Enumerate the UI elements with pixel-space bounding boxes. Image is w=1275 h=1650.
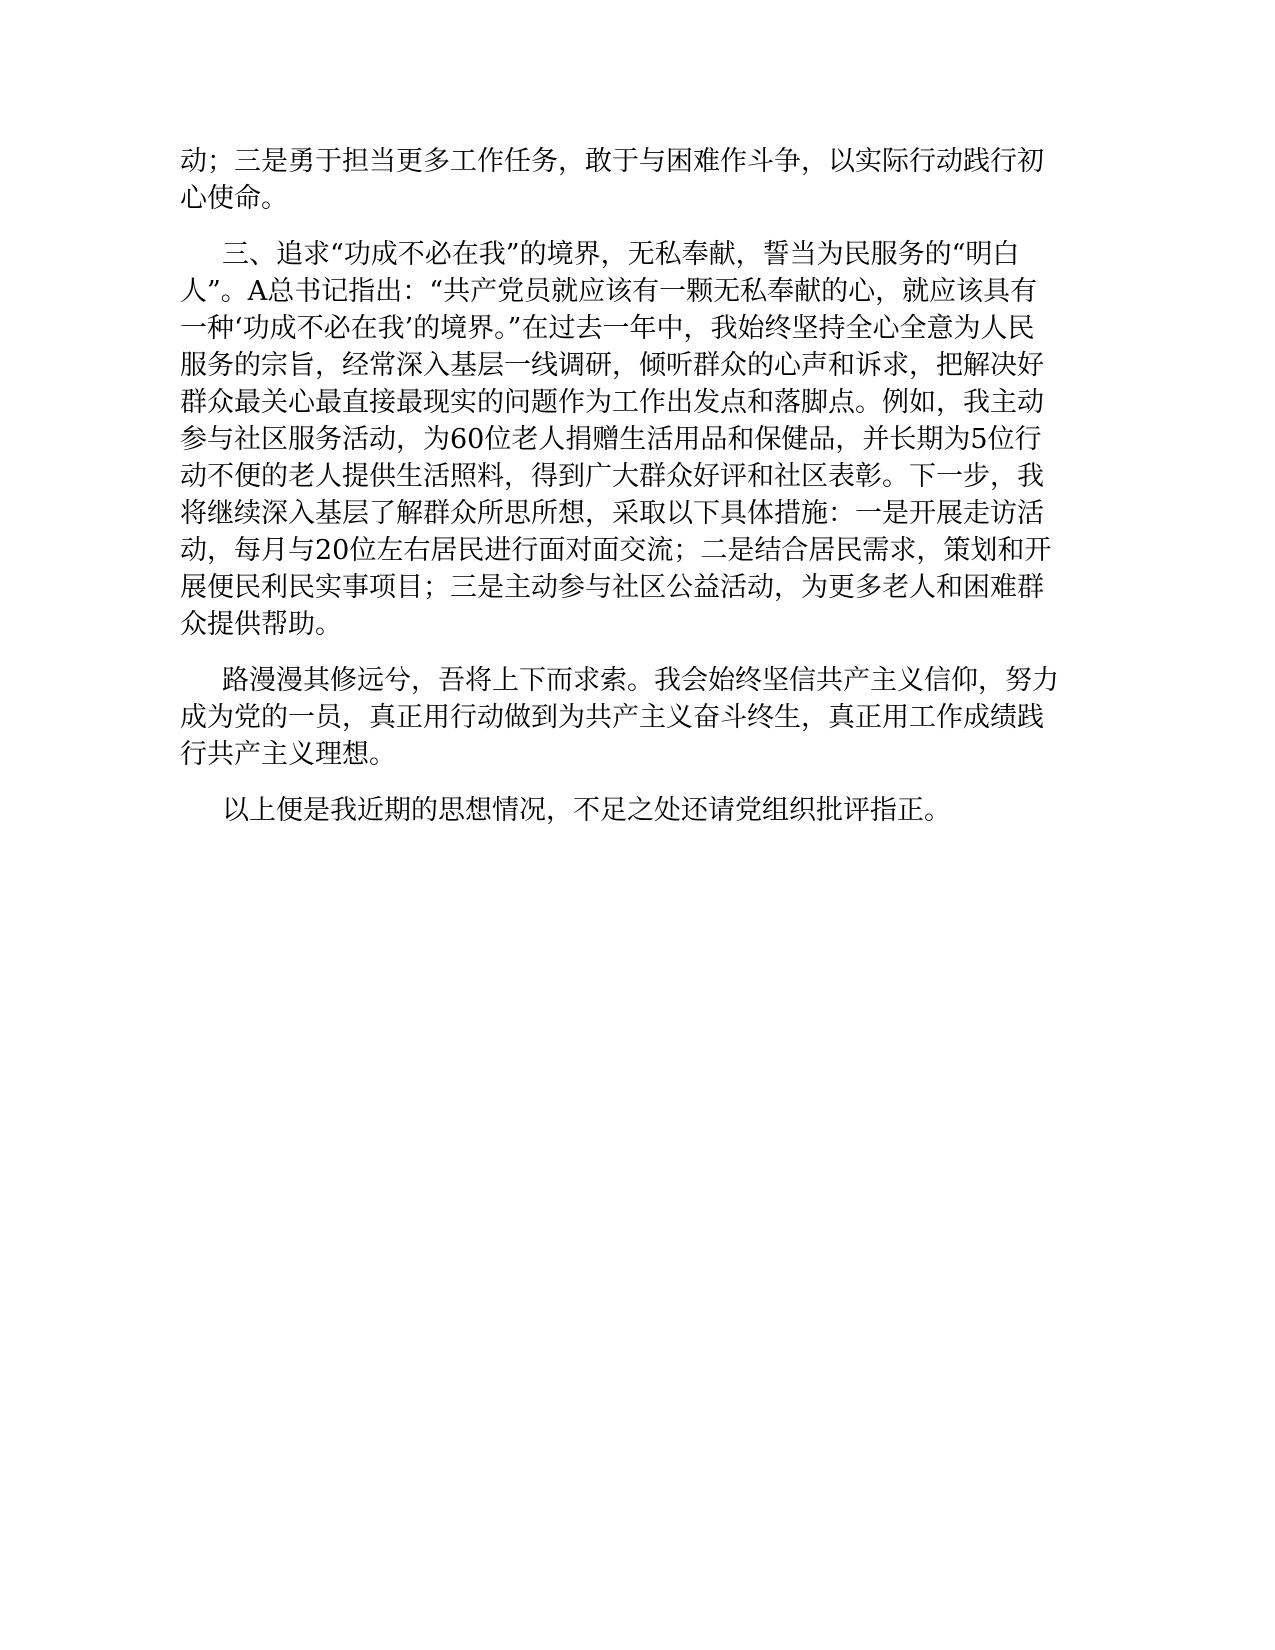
paragraph-continuation: 动；三是勇于担当更多工作任务，敢于与困难作斗争，以实际行动践行初心使命。 <box>180 146 1044 214</box>
document-body <box>180 143 1060 848</box>
paragraph-section-three: 三、追求“功成不必在我”的境界，无私奉献，誓当为民服务的“明白人”。A总书记指出：“共产党员就应该有一颗无私奉献的心，就应该具有一种‘功成不必在我’的境界。”在过去一年中，我始终坚持全心全意为人民服务的宗旨，经常深入基层一线调研，倾听群众的心声和诉求，把解决好群众最关心最直接最现实的问题作为工作出发点和落脚点。例如，我主动参与社区服务活动，为60位老人捐赠生活用品和保健品，并长期为5位行动不便的老人提供生活照料，得到广大群众好评和社区表彰。下一步，我将继续深入基层了解群众所思所想，采取以下具体措施：一是开展走访活动，每月与20位左右居民进行面对面交流；二是结合居民需求，策划和开展便民利民实事项目；三是主动参与社区公益活动，为更多老人和困难群众提供帮助。 <box>180 239 1052 640</box>
paragraph-resolution: 路漫漫其修远兮，吾将上下而求索。我会始终坚信共产主义信仰，努力成为党的一员，真正用行动做到为共产主义奋斗终生，真正用工作成绩践行共产主义理想。 <box>180 665 1059 770</box>
paragraph-closing: 以上便是我近期的思想情况，不足之处还请党组织批评指正。 <box>222 795 951 826</box>
